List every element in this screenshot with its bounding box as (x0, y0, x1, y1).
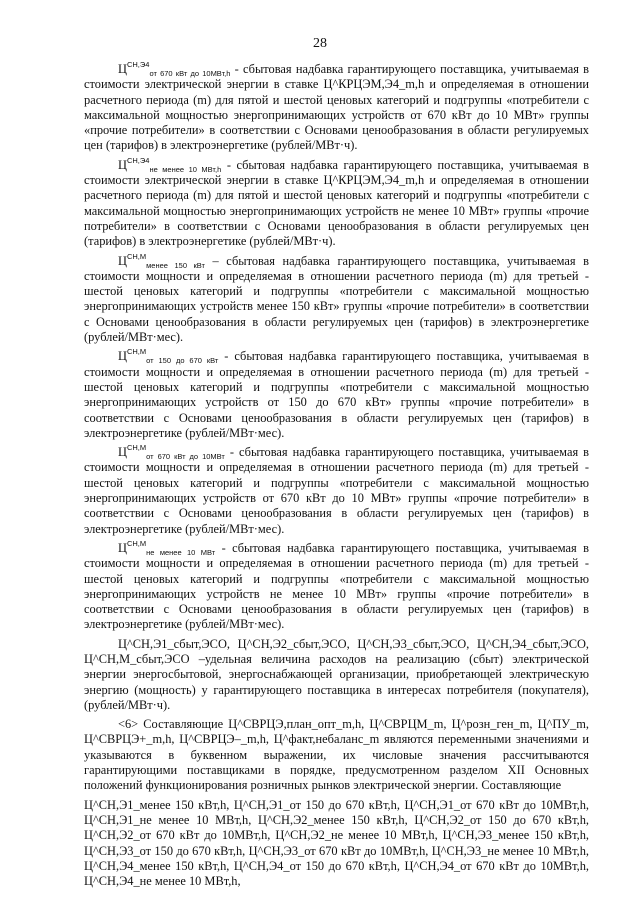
definition-text: - сбытовая надбавка гарантирующего поставщика, учитываемая в стоимости мощности и определяемая в отношении расчетного периода (m) для третьей - шестой ценовых категорий и подгруппы «потребители с максимальной мощностью энергопринимающих устройств не менее 10 МВт» группы «прочие потребители» в соответствии с Основами ценообразования в области регулируемых цен (тарифов) в электроэнергетике (рублей/МВт·мес). (84, 540, 590, 632)
costs-text: –удельная величина расходов на реализацию (сбыт) электрической энергии энергосбытовой, энергоснабжающей организации, приобретающей электрическую энергию (мощность) у гарантирующего поставщика в интересах потребителя (покупателя), (рублей/МВт·ч). (84, 651, 589, 712)
definition-text: - сбытовая надбавка гарантирующего поставщика, учитываемая в стоимости электрической энергии в ставке Ц^КРЦЭМ,Э4_m,h и определяемая в отношении расчетного периода (m) для пятой и шестой ценовых категорий и подгруппы «потребители с максимальной мощностью энергопринимающих устройств не менее 10 МВт» группы «прочие потребители» в соответствии с Основами ценообразования в области регулируемых цен (тарифов) в электроэнергетике (рублей/МВт·ч). (84, 157, 590, 249)
document-body (84, 62, 589, 889)
costs-symbols: Ц^СН,Э1_сбыт,ЭСО, Ц^СН,Э2_сбыт,ЭСО, Ц^СН,Э3_сбыт,ЭСО, Ц^СН,Э4_сбыт,ЭСО, Ц^СН,М_сбыт,ЭСО (84, 636, 589, 666)
formula-symbol: $Ц^{СН,М}_{менее 150 кВт}$ (118, 251, 205, 270)
definition-paragraph (84, 155, 590, 250)
item-6-text: являются переменными значениями и указываются в буквенном выражении, их числовые значения рассчитываются гарантирующими поставщиками в порядке, предусмотренном разделом XII Основных положений функционирования розничных рынков электрической энергии. Составляющие (84, 732, 589, 793)
definition-paragraph (84, 538, 590, 633)
formula-symbol: $Ц^{СН,М}_{от 150 до 670 кВт}$ (118, 347, 219, 366)
formula-symbol: $Ц^{СН,М}_{не менее 10 МВт}$ (118, 538, 216, 557)
definition-paragraph (84, 251, 589, 346)
formula-symbol: $Ц^{СН,М}_{от 670 кВт до 10МВт}$ (118, 443, 225, 462)
formula-symbol: $Ц^{СН,Э4}_{от 670 кВт до 10МВт,h}$ (118, 60, 231, 78)
definition-paragraph (84, 445, 589, 537)
definition-text: - сбытовая надбавка гарантирующего поставщика, учитываемая в стоимости мощности и определяемая в отношении расчетного периода (m) для третьей - шестой ценовых категорий и подгруппы «потребители с максимальной мощностью энергопринимающих устройств от 150 до 670 кВт» группы «прочие потребители» в соответствии с Основами ценообразования в области регулируемых цен (тарифов) в электроэнергетике (рублей/МВт·мес). (84, 349, 590, 440)
definition-paragraph (84, 62, 589, 154)
definition-text: - сбытовая надбавка гарантирующего поставщика, учитываемая в стоимости мощности и определяемая в отношении расчетного периода (m) для третьей - шестой ценовых категорий и подгруппы «потребители с максимальной мощностью энергопринимающих устройств от 670 кВт до 10 МВт» группы «прочие потребители» в соответствии с Основами ценообразования в области регулируемых цен (тарифов) в электроэнергетике (рублей/МВт·мес). (84, 445, 589, 536)
formula-symbol: $Ц^{СН,Э4}_{не менее 10 МВт,h}$ (118, 155, 222, 174)
definition-text: – сбытовая надбавка гарантирующего поставщика, учитываемая в стоимости мощности и определяемая в отношении расчетного периода (m) для третьей - шестой ценовых категорий и подгруппы «потребители с максимальной мощностью энергопринимающих устройств менее 150 кВт» группы «прочие потребители» в соответствии с Основами ценообразования в области регулируемых цен (тарифов) в электроэнергетике (рублей/МВт·мес). (84, 253, 589, 345)
definition-text: - сбытовая надбавка гарантирующего поставщика, учитываемая в стоимости электрической энергии в ставке Ц^КРЦЭМ,Э4_m,h и определяемая в отношении расчетного периода (m) для пятой и шестой ценовых категорий и подгруппы «потребители с максимальной мощностью энергопринимающих устройств от 670 кВт до 10 МВт» группы «прочие потребители» в соответствии с Основами ценообразования в области регулируемых цен (тарифов) в электроэнергетике (рублей/МВт·ч). (84, 62, 590, 153)
item-6-lead: <6> Составляющие Ц^СВРЦЭ,план_опт_m,h, Ц^СВРЦМ_m, Ц^розн_ген_m, Ц^ПУ_m, Ц^СВРЦЭ+_m,h, Ц^СВРЦЭ–_m,h, Ц^факт,небаланс_m (84, 717, 589, 747)
definition-paragraph (84, 349, 589, 441)
page-number: 28 (313, 36, 327, 51)
item-6-paragraph (84, 717, 589, 793)
components-list: Ц^СН,Э1_менее 150 кВт,h, Ц^СН,Э1_от 150 до 670 кВт,h, Ц^СН,Э1_от 670 кВт до 10МВт,h, Ц^СН,Э1_не менее 10 МВт,h, Ц^СН,Э2_менее 150 кВт,h, Ц^СН,Э2_от 150 до 670 кВт,h, Ц^СН,Э2_от 670 кВт до 10МВт,h, Ц^СН,Э2_не менее 10 МВт,h, Ц^СН,Э3_менее 150 кВт,h, Ц^СН,Э3_от 150 до 670 кВт,h, Ц^СН,Э3_от 670 кВт до 10МВт,h, Ц^СН,Э3_не менее 10 МВт,h, Ц^СН,Э4_менее 150 кВт,h, Ц^СН,Э4_от 150 до 670 кВт,h, Ц^СН,Э4_от 670 кВт до 10МВт,h, Ц^СН,Э4_не менее 10 МВт,h, (84, 797, 589, 889)
costs-paragraph (84, 637, 589, 713)
